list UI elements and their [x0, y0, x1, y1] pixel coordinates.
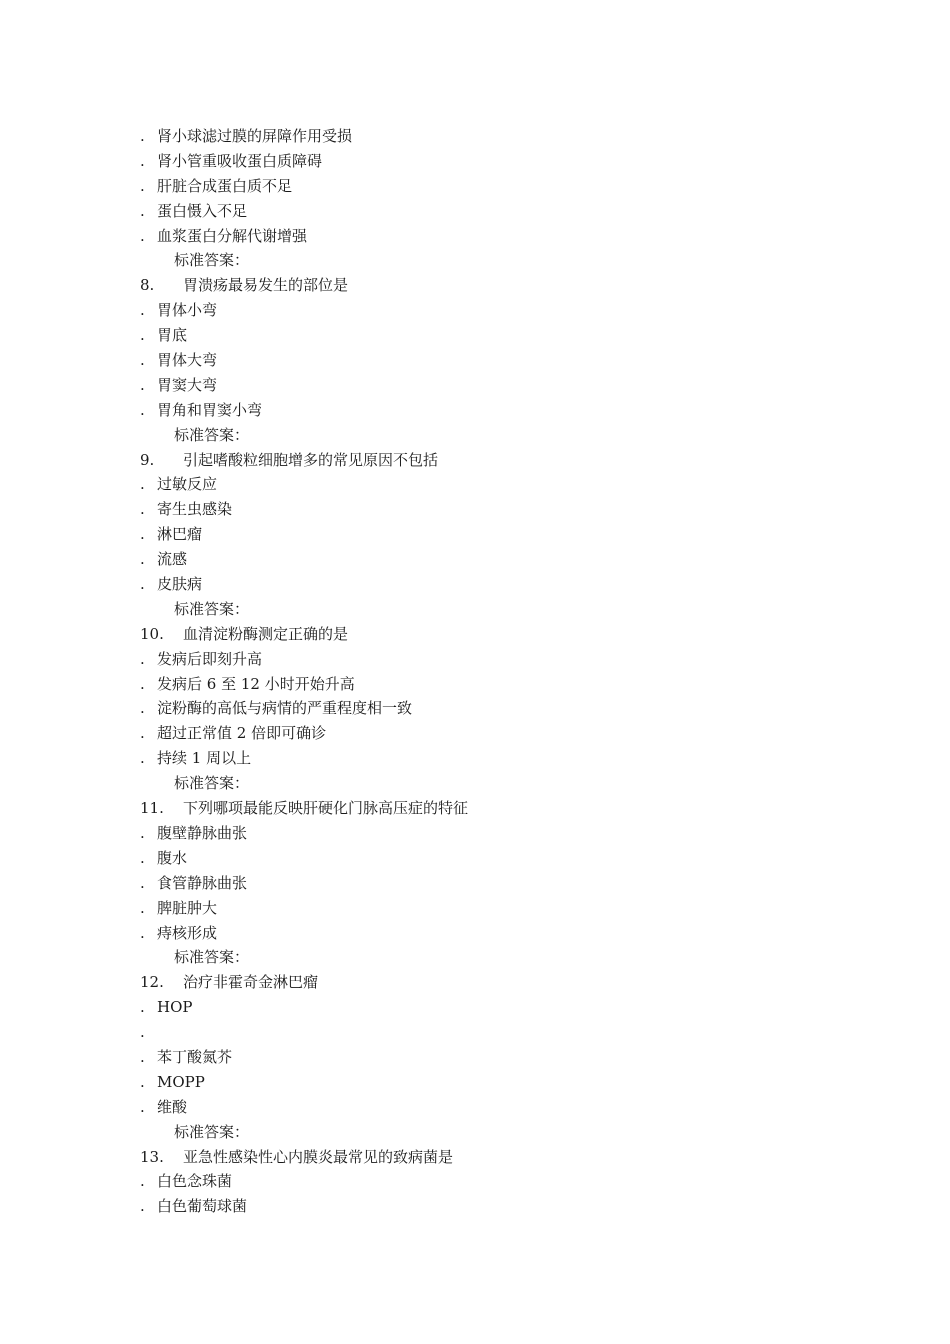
option-marker: .: [140, 724, 145, 743]
answer-option: [140, 871, 900, 896]
option-text: 胃底: [157, 326, 188, 345]
answer-option: [140, 1070, 900, 1095]
option-text: 发病后即刻升高: [157, 649, 263, 668]
question-number: 13.: [140, 1147, 164, 1166]
answer-option: [140, 1194, 900, 1219]
answer-option: [140, 1095, 900, 1120]
answer-option: [140, 672, 900, 697]
question-number: 11.: [140, 799, 164, 818]
option-marker: .: [140, 1072, 145, 1091]
option-text: 发病后 6 至 12 小时开始升高: [157, 674, 355, 693]
option-text: 寄生虫感染: [157, 500, 233, 519]
option-text: 胃角和胃窦小弯: [157, 400, 263, 419]
option-text: 淀粉酶的高低与病情的严重程度相一致: [157, 699, 413, 718]
option-marker: .: [140, 1097, 145, 1116]
option-marker: .: [140, 400, 145, 419]
option-marker: .: [140, 127, 145, 145]
option-text: HOP: [157, 998, 193, 1017]
option-text: 血浆蛋白分解代谢增强: [157, 226, 308, 245]
option-text: 超过正常值 2 倍即可确诊: [157, 724, 327, 743]
question-text: 亚急性感染性心内膜炎最常见的致病菌是: [183, 1147, 454, 1166]
answer-option: [140, 124, 900, 149]
option-text: 肾小管重吸收蛋白质障碍: [157, 151, 323, 170]
option-text: 淋巴瘤: [157, 525, 203, 544]
option-text: 肾小球滤过膜的屏障作用受损: [157, 127, 353, 145]
answer-option: [140, 497, 900, 522]
answer-option: [140, 821, 900, 846]
answer-option: [140, 348, 900, 373]
option-text: 苯丁酸氮芥: [157, 1047, 233, 1066]
option-marker: .: [140, 898, 145, 917]
answer-option: [140, 323, 900, 348]
option-text: 白色葡萄球菌: [157, 1197, 248, 1216]
option-marker: .: [140, 1197, 145, 1216]
option-marker: .: [140, 1172, 145, 1191]
option-marker: .: [140, 351, 145, 370]
option-marker: .: [140, 823, 145, 842]
option-marker: .: [140, 301, 145, 320]
standard-answer-label: 标准答案：: [174, 251, 250, 270]
answer-option: [140, 746, 900, 771]
option-text: 维酸: [157, 1097, 188, 1116]
option-text: 过敏反应: [157, 475, 218, 494]
question-text: 血清淀粉酶测定正确的是: [183, 624, 349, 643]
option-text: 腹水: [157, 848, 188, 867]
option-marker: .: [140, 848, 145, 867]
option-text: 白色念珠菌: [157, 1172, 233, 1191]
answer-option: [140, 522, 900, 547]
answer-option: [140, 995, 900, 1020]
question-stem: [140, 796, 900, 821]
answer-option: [140, 298, 900, 323]
question-stem: [140, 1145, 900, 1170]
option-marker: .: [140, 923, 145, 942]
answer-option: [140, 149, 900, 174]
option-marker: .: [140, 550, 145, 569]
question-stem: [140, 448, 900, 473]
option-marker: .: [140, 226, 145, 245]
option-text: 痔核形成: [157, 923, 218, 942]
option-marker: .: [140, 375, 145, 394]
option-text: 胃体小弯: [157, 301, 218, 320]
answer-option: [140, 1020, 900, 1045]
option-text: 持续 1 周以上: [157, 749, 252, 768]
answer-option: [140, 846, 900, 871]
option-marker: .: [140, 998, 145, 1017]
option-text: 蛋白慑入不足: [157, 201, 248, 220]
answer-option: [140, 224, 900, 249]
option-marker: .: [140, 649, 145, 668]
option-text: 肝脏合成蛋白质不足: [157, 176, 293, 195]
question-stem: [140, 622, 900, 647]
answer-option: [140, 896, 900, 921]
standard-answer-label: 标准答案：: [174, 1122, 250, 1141]
answer-option: [140, 696, 900, 721]
option-marker: .: [140, 201, 145, 220]
option-marker: .: [140, 525, 145, 544]
standard-answer-label: 标准答案：: [174, 599, 250, 618]
answer-option: [140, 1045, 900, 1070]
question-number: 10.: [140, 624, 164, 643]
question-stem: [140, 970, 900, 995]
option-marker: .: [140, 873, 145, 892]
option-marker: .: [140, 1023, 145, 1042]
option-marker: .: [140, 475, 145, 494]
answer-option: [140, 647, 900, 672]
answer-option: [140, 199, 900, 224]
option-text: 胃窦大弯: [157, 375, 218, 394]
option-marker: .: [140, 575, 145, 594]
option-text: 食管静脉曲张: [157, 873, 248, 892]
question-number: 12.: [140, 973, 164, 992]
option-marker: .: [140, 151, 145, 170]
answer-option: [140, 1169, 900, 1194]
question-text: 下列哪项最能反映肝硬化门脉高压症的特征: [183, 799, 469, 818]
option-text: 胃体大弯: [157, 351, 218, 370]
option-marker: .: [140, 176, 145, 195]
option-text: 腹壁静脉曲张: [157, 823, 248, 842]
option-marker: .: [140, 500, 145, 519]
question-number: 9.: [140, 450, 155, 469]
question-list: [140, 124, 900, 1219]
answer-option: [140, 921, 900, 946]
option-text: MOPP: [157, 1072, 205, 1091]
option-text: 流感: [157, 550, 188, 569]
option-marker: .: [140, 1047, 145, 1066]
question-stem: [140, 273, 900, 298]
question-text: 引起嗜酸粒细胞增多的常见原因不包括: [183, 450, 439, 469]
answer-option: [140, 373, 900, 398]
answer-option: [140, 572, 900, 597]
answer-option: [140, 547, 900, 572]
answer-option: [140, 721, 900, 746]
option-marker: .: [140, 749, 145, 768]
option-marker: .: [140, 326, 145, 345]
option-marker: .: [140, 699, 145, 718]
option-text: 皮肤病: [157, 575, 203, 594]
question-text: 胃溃疡最易发生的部位是: [183, 276, 349, 295]
question-number: 8.: [140, 276, 155, 295]
answer-option: [140, 472, 900, 497]
standard-answer-label: 标准答案：: [174, 425, 250, 444]
question-text: 治疗非霍奇金淋巴瘤: [183, 973, 319, 992]
option-text: 脾脏肿大: [157, 898, 218, 917]
option-marker: .: [140, 674, 145, 693]
standard-answer-label: 标准答案：: [174, 948, 250, 967]
answer-option: [140, 398, 900, 423]
standard-answer-label: 标准答案：: [174, 774, 250, 793]
answer-option: [140, 174, 900, 199]
